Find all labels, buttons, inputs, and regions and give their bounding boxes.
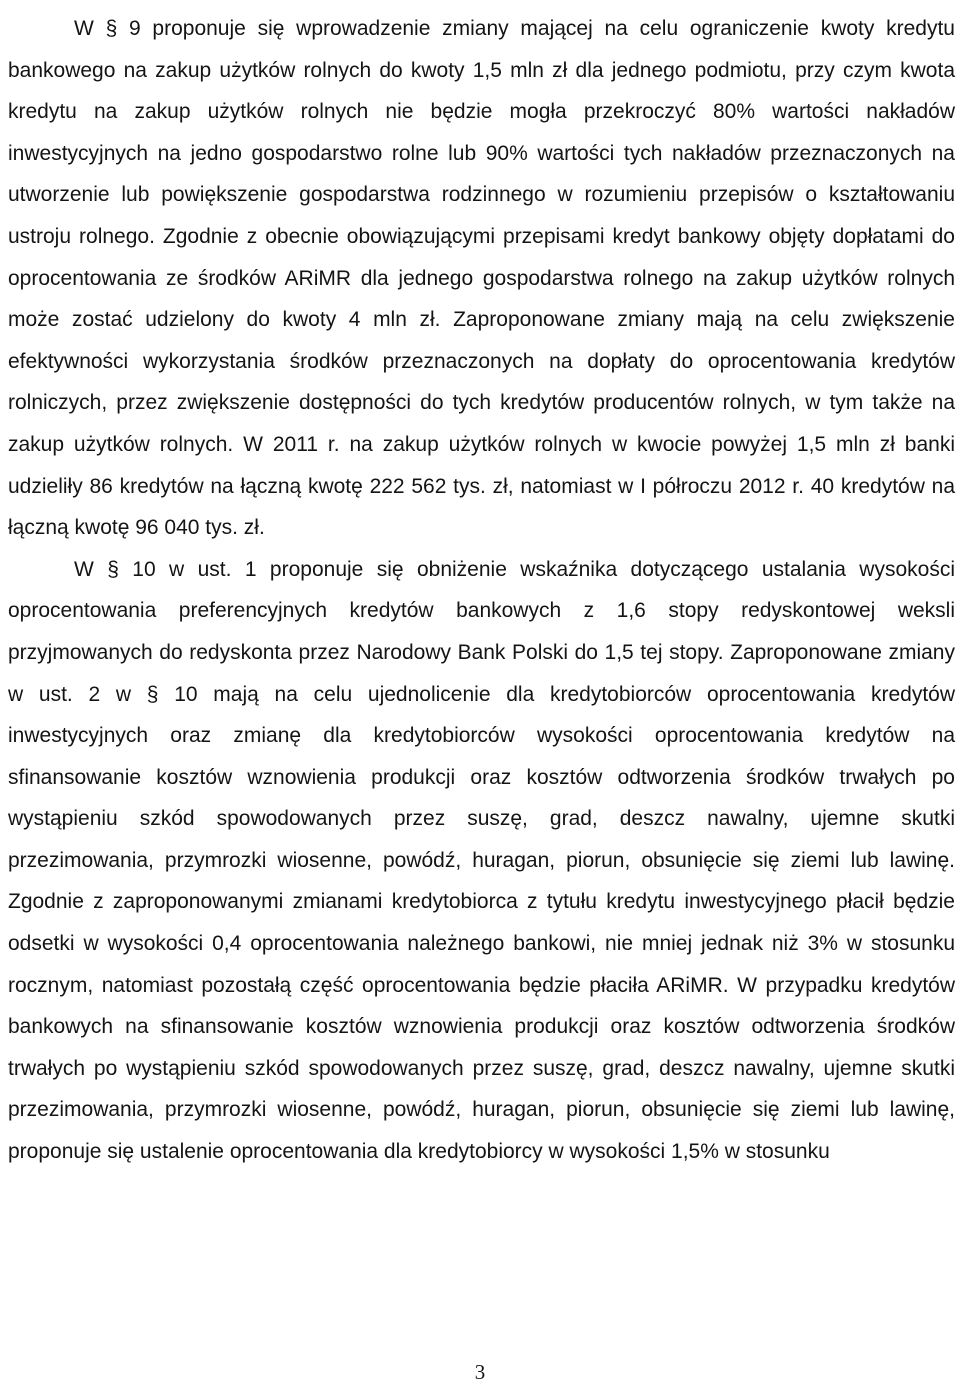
paragraph-section-10: W § 10 w ust. 1 proponuje się obniżenie wskaźnika dotyczącego ustalania wysokości oprocentowania preferencyjnych kredytów bankowych z 1,6 stopy redyskontowej weksli przyjmowanych do redyskonta przez Narodowy Bank Polski do 1,5 tej stopy. Zaproponowane zmiany w ust. 2 w § 10 mają na celu ujednolicenie dla kredytobiorców oprocentowania kredytów inwestycyjnych oraz zmianę dla kredytobiorców wysokości oprocentowania kredytów na sfinansowanie kosztów wznowienia produkcji oraz kosztów odtworzenia środków trwałych po wystąpieniu szkód spowodowanych przez suszę, grad, deszcz nawalny, ujemne skutki przezimowania, przymrozki wiosenne, powódź, huragan, piorun, obsunięcie się ziemi lub lawinę. Zgodnie z zaproponowanymi zmianami kredytobiorca z tytułu kredytu inwestycyjnego płacił będzie odsetki w wysokości 0,4 oprocentowania należnego bankowi, nie mniej jednak niż 3% w stosunku rocznym, natomiast pozostałą część oprocentowania będzie płaciła ARiMR. W przypadku kredytów bankowych na sfinansowanie kosztów wznowienia produkcji oraz kosztów odtworzenia środków trwałych po wystąpieniu szkód spowodowanych przez suszę, grad, deszcz nawalny, ujemne skutki przezimowania, przymrozki wiosenne, powódź, huragan, piorun, obsunięcie się ziemi lub lawinę, proponuje się ustalenie oprocentowania dla kredytobiorcy w wysokości 1,5% w stosunku — [8, 557, 955, 1164]
page-number: 3 — [474, 1360, 486, 1384]
paragraph-section-9: W § 9 proponuje się wprowadzenie zmiany mającej na celu ograniczenie kwoty kredytu bankowego na zakup użytków rolnych do kwoty 1,5 mln zł dla jednego podmiotu, przy czym kwota kredytu na zakup użytków rolnych nie będzie mogła przekroczyć 80% wartości nakładów inwestycyjnych na jedno gospodarstwo rolne lub 90% wartości tych nakładów przeznaczonych na utworzenie lub powiększenie gospodarstwa rodzinnego w rozumieniu przepisów o kształtowaniu ustroju rolnego. Zgodnie z obecnie obowiązującymi przepisami kredyt bankowy objęty dopłatami do oprocentowania ze środków ARiMR dla jednego gospodarstwa rolnego na zakup użytków rolnych może zostać udzielony do kwoty 4 mln zł. Zaproponowane zmiany mają na celu zwiększenie efektywności wykorzystania środków przeznaczonych na dopłaty do oprocentowania kredytów rolniczych, przez zwiększenie dostępności do tych kredytów producentów rolnych, w tym także na zakup użytków rolnych. W 2011 r. na zakup użytków rolnych w kwocie powyżej 1,5 mln zł banki udzieliły 86 kredytów na łączną kwotę 222 562 tys. zł, natomiast w I półroczu 2012 r. 40 kredytów na łączną kwotę 96 040 tys. zł. — [8, 17, 955, 540]
document-body — [8, 8, 955, 1173]
